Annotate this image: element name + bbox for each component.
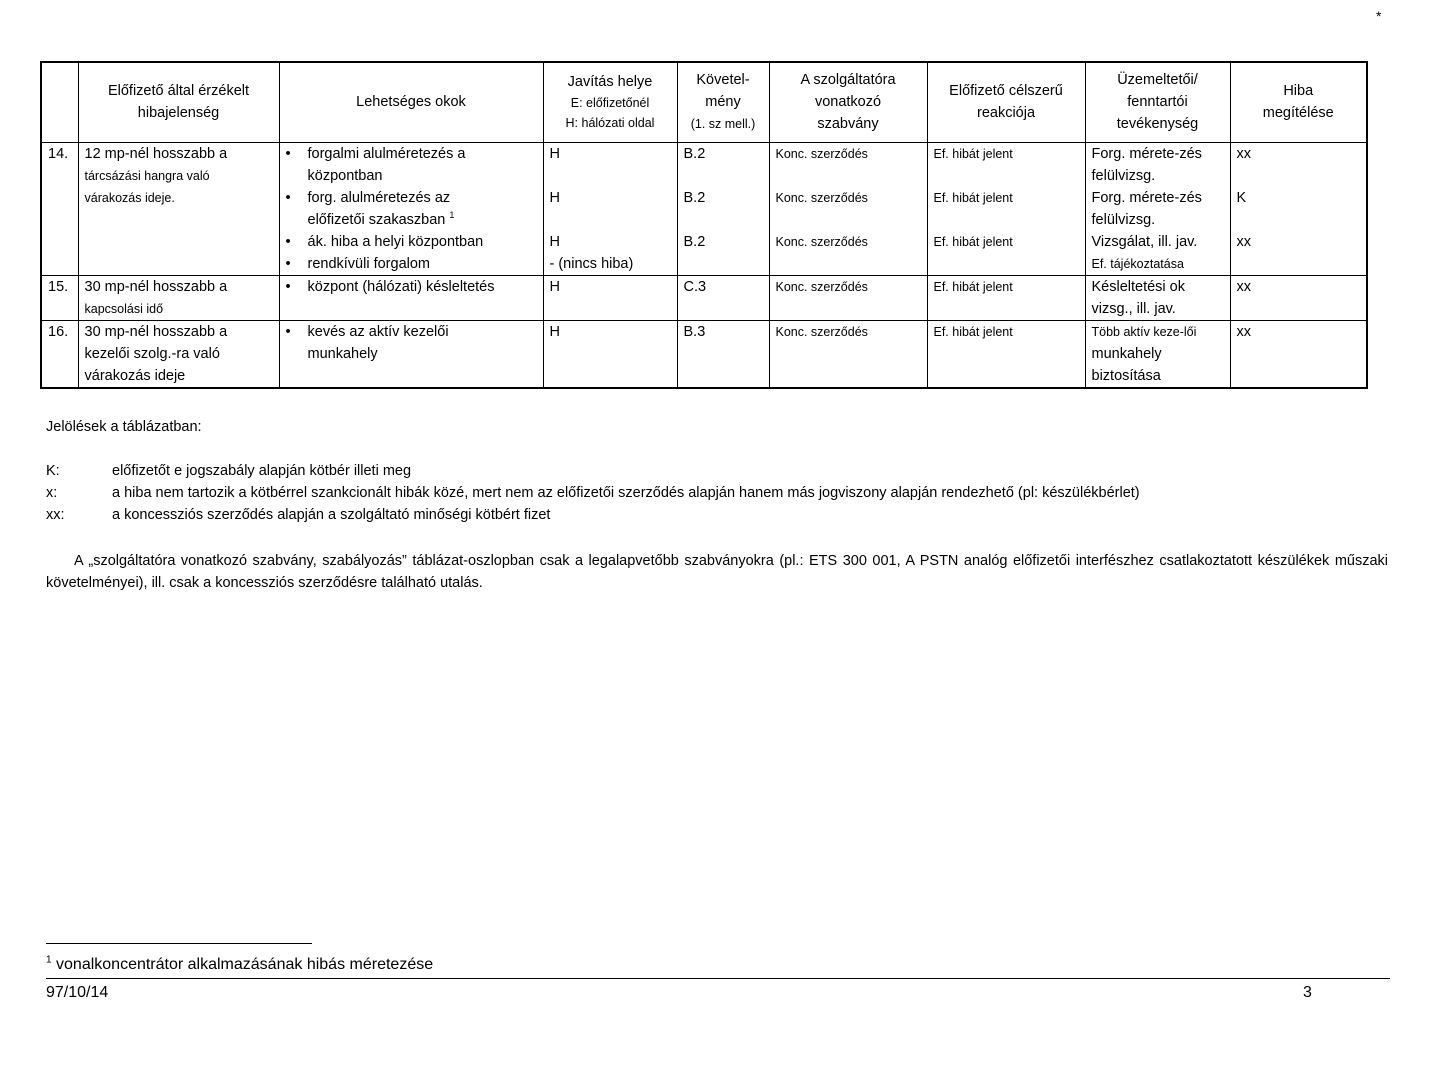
causes-cell (279, 142, 543, 275)
standard-cell: Konc. szerződés Konc. szerződés Konc. szerződés (769, 142, 927, 275)
page-number: 3 (1303, 984, 1312, 1001)
row-number: 15. (41, 275, 78, 320)
row-number: 14. (41, 142, 78, 275)
repair-cell: H (543, 320, 677, 388)
row-number: 16. (41, 320, 78, 388)
header-assessment: Hiba megítélése (1230, 62, 1367, 142)
footer-date: 97/10/14 (46, 984, 109, 1001)
header-number (41, 62, 78, 142)
footnote-mark: 1 (46, 954, 52, 966)
legend-text: előfizetőt e jogszabály alapján kötbér illeti meg (112, 463, 412, 479)
repair-cell: H (543, 275, 677, 320)
cause-item: • ák. hiba a helyi központban (280, 231, 537, 253)
cause-item-cont: munkahely (307, 345, 378, 362)
operator-cell: Forg. mérete-zés felülvizsg. Forg. mérete-zés felülvizsg. Vizsgálat, ill. jav. Ef. tájékoztatása (1085, 142, 1230, 275)
assessment-cell: xx (1230, 275, 1367, 320)
footnote (46, 956, 433, 974)
reaction-cell: Ef. hibát jelent (927, 275, 1085, 320)
header-standard: A szolgáltatóra vonatkozó szabvány (769, 62, 927, 142)
symptom-cell: 30 mp-nél hosszabb a kezelői szolg.-ra való várakozás ideje (78, 320, 279, 388)
standard-cell: Konc. szerződés (769, 320, 927, 388)
reaction-cell: Ef. hibát jelent Ef. hibát jelent Ef. hibát jelent (927, 142, 1085, 275)
legend-item (46, 485, 1140, 501)
operator-cell: Késleltetési ok vizsg., ill. jav. (1085, 275, 1230, 320)
assessment-cell: xx K xx (1230, 142, 1367, 275)
cause-item: • forg. alulméretezés az (280, 187, 537, 209)
header-symptom: Előfizető által érzékelt hibajelenség (78, 62, 279, 142)
operator-cell: Több aktív keze-lői munkahely biztosítása (1085, 320, 1230, 388)
legend-title: Jelölések a táblázatban: (46, 419, 202, 435)
legend-item (46, 463, 411, 479)
reaction-cell: Ef. hibát jelent (927, 320, 1085, 388)
corner-asterisk: * (1376, 8, 1382, 24)
standards-note: A „szolgáltatóra vonatkozó szabvány, szabályozás” táblázat-oszlopban csak a legalapvetőbb szabványokra (pl.: ETS 300 001, A PSTN analóg előfizetői interfészhez csatlakoztatott készülékek műszaki követelményei), ill. csak a koncessziós szerződésre található utalás. (46, 553, 1388, 591)
legend-key: K: (46, 463, 60, 479)
cause-item: • forgalmi alulméretezés a (280, 143, 537, 165)
requirement-cell: B.2 B.2 B.2 (677, 142, 769, 275)
requirement-cell: C.3 (677, 275, 769, 320)
legend-item (46, 507, 550, 523)
assessment-cell: xx (1230, 320, 1367, 388)
legend-key: xx: (46, 507, 65, 523)
symptom-cell: 12 mp-nél hosszabb a tárcsázási hangra való várakozás ideje. (78, 142, 279, 275)
footer-divider (46, 978, 1390, 979)
cause-item: • központ (hálózati) késleltetés (280, 276, 537, 298)
causes-cell (279, 275, 543, 320)
header-requirement: Követel- mény (1. sz mell.) (677, 62, 769, 142)
header-causes: Lehetséges okok (279, 62, 543, 142)
header-reaction: Előfizető célszerű reakciója (927, 62, 1085, 142)
cause-item-cont: előfizetői szakaszban $^1$ (307, 209, 455, 228)
cause-item-cont: központban (307, 167, 383, 184)
cause-item: • kevés az aktív kezelői (280, 321, 537, 343)
repair-cell: H H H - (nincs hiba) (543, 142, 677, 275)
legend-key: x: (46, 485, 58, 501)
table-row (41, 275, 1367, 320)
header-operator: Üzemeltetői/ fenntartói tevékenység (1085, 62, 1230, 142)
footnote-text: vonalkoncentrátor alkalmazásának hibás méretezése (56, 956, 434, 973)
legend-text: a koncessziós szerződés alapján a szolgáltató minőségi kötbért fizet (112, 507, 551, 523)
fault-table (40, 61, 1368, 389)
table-header-row (41, 62, 1367, 142)
table-row (41, 320, 1367, 388)
header-repair-location: Javítás helye E: előfizetőnél H: hálózati oldal (543, 62, 677, 142)
footnote-ref: 1 (449, 209, 455, 220)
table-row (41, 142, 1367, 275)
standard-cell: Konc. szerződés (769, 275, 927, 320)
symptom-cell: 30 mp-nél hosszabb a kapcsolási idő (78, 275, 279, 320)
requirement-cell: B.3 (677, 320, 769, 388)
footnote-divider (46, 943, 312, 944)
cause-item: • rendkívüli forgalom (280, 253, 537, 275)
legend-text: a hiba nem tartozik a kötbérrel szankcionált hibák közé, mert nem az előfizetői szerződés alapján hanem más jogviszony alapján rendezhető (pl: készülékbérlet) (112, 485, 1140, 501)
causes-cell (279, 320, 543, 388)
